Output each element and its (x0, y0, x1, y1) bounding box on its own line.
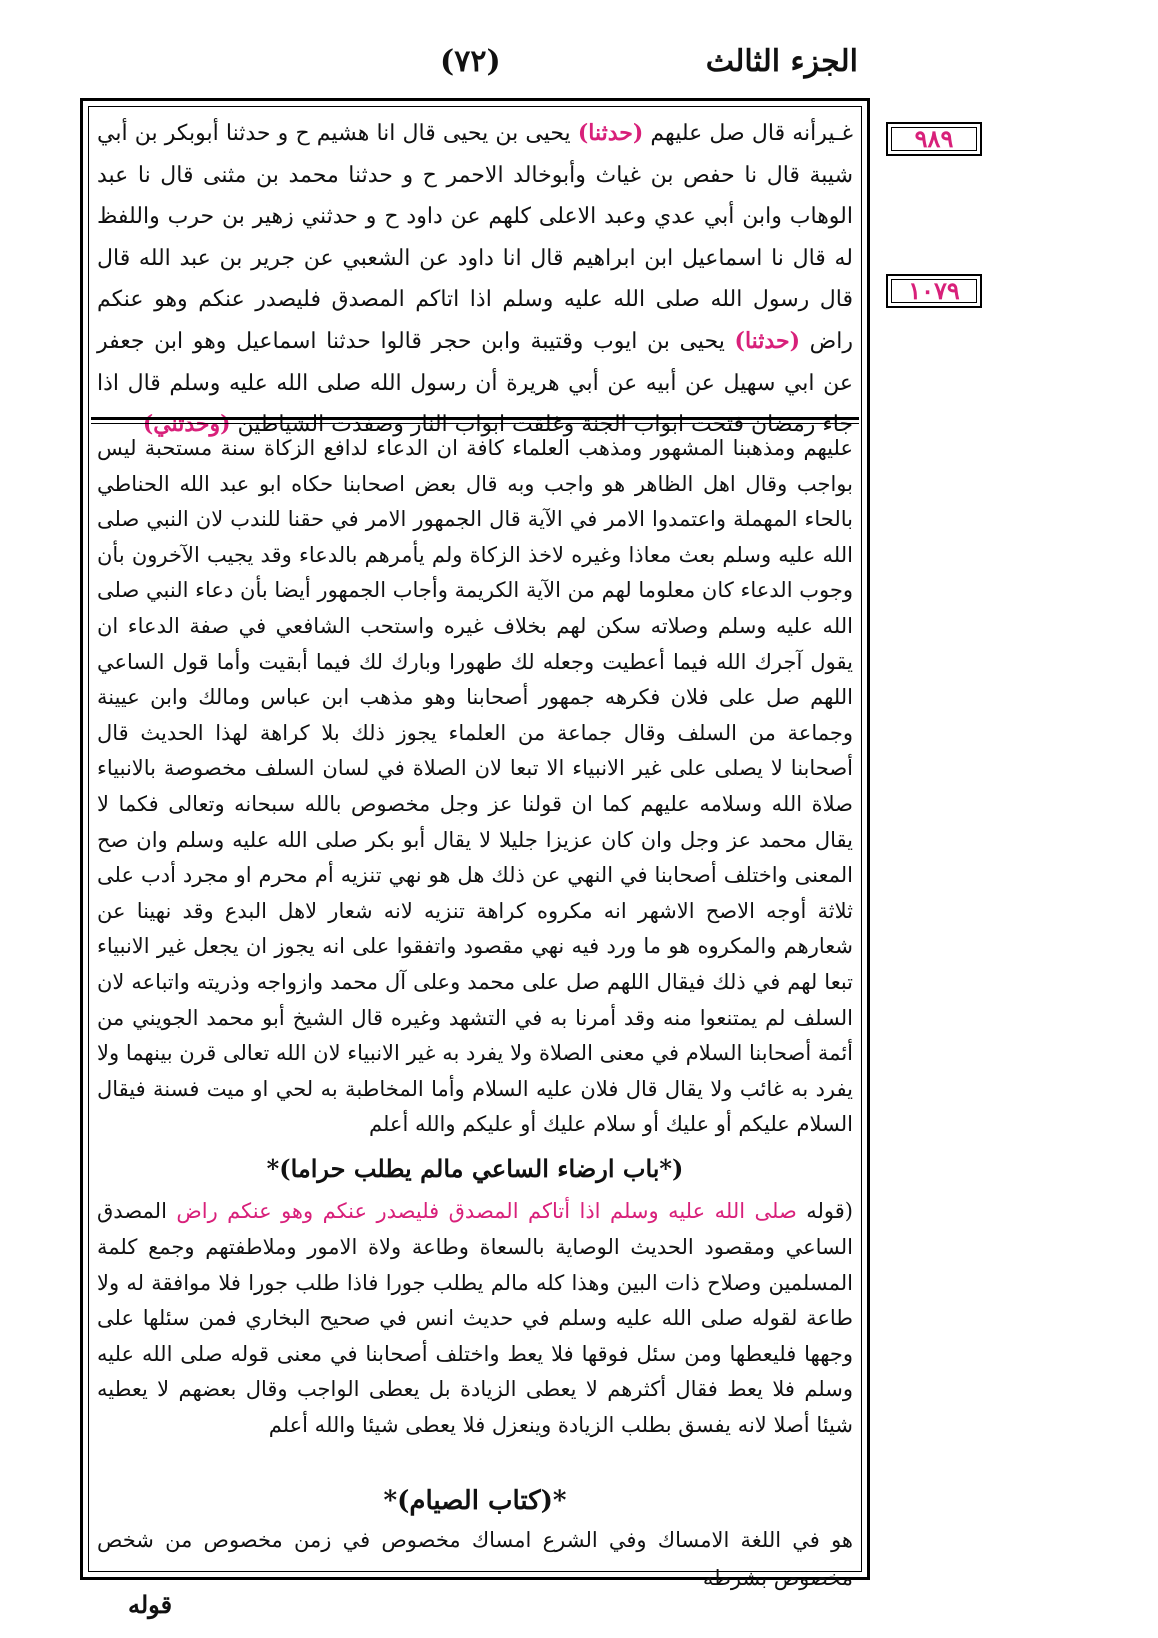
chapter-heading: (*باب ارضاء الساعي مالم يطلب حراما)* (266, 1153, 684, 1183)
commentary-text: (قوله (796, 1199, 854, 1224)
ref-label: ٩٨٩ (914, 124, 954, 153)
page-number: (٧٢) (440, 44, 501, 79)
ref-label: ١٠٧٩ (908, 276, 960, 305)
hadith-text: يحيى بن ايوب وقتيبة وابن حجر قالوا حدثنا اسماعيل وهو ابن جعفر عن ابي سهيل عن أبيه عن أبي هريرة أن رسول الله صلى الله عليه وسلم قال اذا جاء رمضان فتحت ابواب الجنة وغلقت ابواب النار وصفدت الشياطين (97, 328, 853, 438)
haddathana-keyword: (حدثنا) (734, 327, 800, 354)
section-divider (91, 417, 859, 420)
book-heading: *(كتاب الصيام)* (383, 1486, 567, 1516)
page-frame (80, 98, 870, 1590)
part-title: الجزء الثالث (705, 44, 858, 79)
section-divider (91, 423, 859, 424)
haddathani-keyword: (وحدثني) (142, 411, 231, 438)
commentary-text: عليهم ومذهبنا المشهور ومذهب العلماء كافة ان الدعاء لدافع الزكاة سنة مستحبة ليس بواجب وقال اهل الظاهر هو واجب وبه قال بعض اصحابنا حكاه ابو عبد الله الحناطي بالحاء المهملة واعتمدوا الامر في الآية قال الجمهور الامر في حقنا للندب لان النبي صلى الله عليه وسلم بعث معاذا وغيره لاخذ الزكاة ولم يأمرهم بالدعاء وقد يجيب الآخرون بأن وجوب الدعاء كان معلوما لهم من الآية الكريمة وأجاب الجمهور أيضا بأن دعاء النبي صلى الله عليه وسلم وصلاته سكن لهم بخلاف غيره واستحب الشافعي في صفة الدعاء ان يقول آجرك الله فيما أعطيت وجعله لك طهورا وبارك لك فيما أبقيت وأما قول الساعي اللهم صل على فلان فكرهه جمهور أصحابنا وهو مذهب ابن عباس ومالك وابن عيينة وجماعة من السلف وقال جماعة من العلماء يجوز ذلك بلا كراهة لهذا الحديث قال أصحابنا لا يصلى على غير الانبياء الا تبعا لان الصلاة في لسان السلف مخصوصة بالانبياء صلاة الله وسلامه عليهم كما ان قولنا عز وجل مخصوص بالله سبحانه وتعالى فكما لا يقال محمد عز وجل وان كان عزيزا جليلا لا يقال أبو بكر صلى الله عليه وسلم وان صح المعنى واختلف أصحابنا في النهي عن ذلك هل هو نهي تنزيه أم محرم او مجرد أدب على ثلاثة أوجه الاصح الاشهر انه مكروه كراهة تنزيه لانه شعار لاهل البدع وقد نهينا عن شعارهم والمكروه هو ما ورد فيه نهي مقصود واتفقوا على انه يجوز ان يجعل غير الانبياء تبعا لهم في ذلك فيقال اللهم صل على محمد وعلى آل محمد وازواجه وذريته واتباعه لان السلف لم يمتنعوا منه وقد أمرنا به في التشهد وغيره قال الشيخ أبو محمد الجويني من أئمة أصحابنا السلام في معنى الصلاة ولا يفرد به غير الانبياء لان الله تعالى قرن بينهما ولا يفرد به غائب ولا يقال قال فلان عليه السلام وأما المخاطبة به لحي او ميت فسنة فيقال السلام عليكم أو عليك أو سلام عليك أو عليكم والله أعلم (97, 436, 854, 1137)
kitab-section (97, 1481, 853, 1597)
hadith-ref-number (886, 274, 982, 308)
haddathana-keyword: (حدثنا) (577, 120, 644, 146)
ref-inner-border (891, 279, 977, 303)
catchword: قوله (128, 1590, 173, 1619)
commentary-block (97, 431, 853, 1456)
page-header (0, 38, 1158, 88)
quoted-hadith-phrase: صلى الله عليه وسلم اذا أتاكم المصدق فليصدر عنكم وهو عنكم راض (176, 1199, 797, 1224)
commentary-text: المصدق الساعي ومقصود الحديث الوصاية بالسعاة وطاعة ولاة الامور وملاطفتهم وجمع كلمة المسلمين وصلاح ذات البين وهذا كله مالم يطلب جورا فاذا طلب جورا فلا موافقة له ولا طاعة لقوله صلى الله عليه وسلم في حديث انس في صحيح البخاري فمن سئلها على وجهها فليعطها ومن سئل فوقها فلا يعط واختلف أصحابنا في معنى قوله صلى الله عليه وسلم فلا يعط فقال أكثرهم لا يعطى الزيادة بل يعطى الواجب وقال بعضهم لا يعطيه شيئا أصلا لانه يفسق بطلب الزيادة وينعزل فلا يعطى شيئا والله أعلم (97, 1199, 853, 1438)
hadith-text: غـيرأنه قال صل عليهم (643, 121, 854, 146)
ref-inner-border (891, 127, 977, 151)
book-intro-text: هو في اللغة الامساك وفي الشرع امساك مخصوص في زمن مخصوص من شخص مخصوص بشرطه (97, 1528, 853, 1590)
hadith-text-block (97, 113, 854, 438)
hadith-text: يحيى بن يحيى قال انا هشيم ح و حدثنا أبوبكر بن أبي شيبة قال نا حفص بن غياث وأبوخالد الاحمر ح و حدثنا محمد بن مثنى قال نا عبد الوهاب وابن أبي عدي وعبد الاعلى كلهم عن داود ح و حدثني زهير بن حرب واللفظ له قال نا اسماعيل ابن ابراهيم قال انا داود عن الشعبي عن جرير بن عبد الله قال قال رسول الله صلى الله عليه وسلم اذا اتاكم المصدق فليصدر عنكم وهو عنكم راض (97, 121, 854, 354)
hadith-ref-number (886, 122, 982, 156)
